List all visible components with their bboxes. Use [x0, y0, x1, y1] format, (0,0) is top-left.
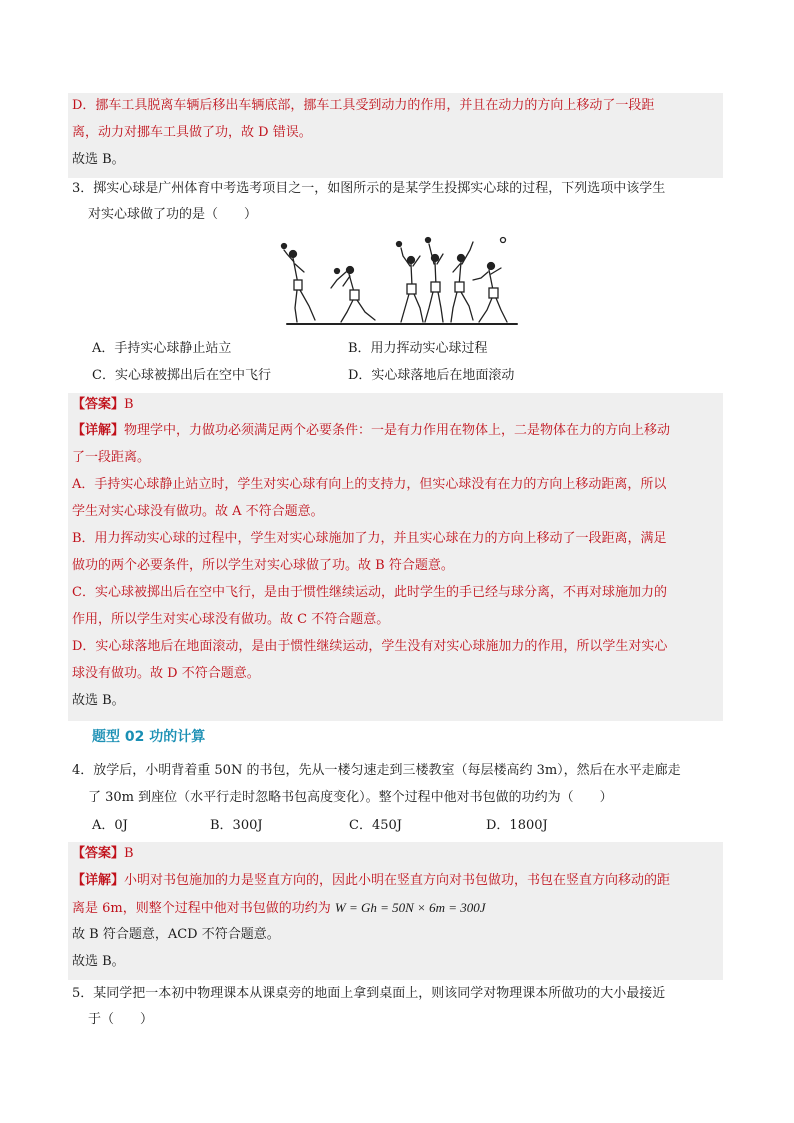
- q4-stem-line1: 4．放学后，小明背着重 50N 的书包，先从一楼匀速走到三楼教室（每层楼高约 3m），然后在水平走廊走: [72, 763, 681, 778]
- q4-option-d: D．1800J: [486, 818, 548, 833]
- detail-line2-text: 离是 6m，则整个过程中他对书包做的功约为: [72, 901, 335, 916]
- q3-answer: [72, 396, 134, 414]
- q3-explain-a-line2: 学生对实心球没有做功。故 A 不符合题意。: [72, 504, 324, 519]
- prev-option-d-line1: D．挪车工具脱离车辆后移出车辆底部，挪车工具受到动力的作用，并且在动力的方向上移动了一段距: [72, 98, 655, 113]
- q4-option-a: A．0J: [92, 818, 128, 833]
- q3-explain-d-line2: 球没有做功。故 D 不符合题意。: [72, 666, 260, 681]
- q4-stem-line2: 了 30m 到座位（水平行走时忽略书包高度变化）。整个过程中他对书包做的功约为（ ）: [88, 790, 613, 805]
- q3-explain-d-line1: D．实心球落地后在地面滚动，是由于惯性继续运动，学生没有对实心球施加力的作用，所以学生对实心: [72, 639, 668, 654]
- shot-put-throw-figure: [275, 232, 520, 330]
- prev-conclusion: 故选 B。: [72, 152, 125, 167]
- answer-tag: 【答案】: [72, 846, 125, 861]
- detail-text: 物理学中，力做功必须满足两个必要条件：一是有力作用在物体上，二是物体在力的方向上移动: [124, 423, 671, 438]
- q4-answer: [72, 845, 134, 863]
- q3-explain-b-line2: 做功的两个必要条件，所以学生对实心球做了功。故 B 符合题意。: [72, 558, 454, 573]
- q3-option-a: A．手持实心球静止站立: [92, 341, 232, 356]
- q4-detail-line2: [72, 899, 486, 918]
- q3-explain-c-line1: C．实心球被掷出后在空中飞行，是由于惯性继续运动，此时学生的手已经与球分离，不再对球施加力的: [72, 585, 667, 600]
- q3-option-b: B．用力挥动实心球过程: [348, 341, 488, 356]
- q3-detail-line2: 了一段距离。: [72, 450, 151, 465]
- q3-option-c: C．实心球被掷出后在空中飞行: [92, 368, 271, 383]
- detail-tag: 【详解】: [72, 423, 125, 438]
- q3-option-d: D．实心球落地后在地面滚动: [348, 368, 515, 383]
- q5-stem-line2: 于（ ）: [88, 1012, 154, 1027]
- q4-fit-line: 故 B 符合题意，ACD 不符合题意。: [72, 927, 280, 942]
- section-heading: 题型 02 功的计算: [92, 729, 206, 745]
- detail-tag: 【详解】: [72, 873, 125, 888]
- q3-detail-line1: [72, 422, 670, 440]
- q3-explain-a-line1: A．手持实心球静止站立时，学生对实心球有向上的支持力，但实心球没有在力的方向上移动距离，所以: [72, 477, 667, 492]
- q3-stem-line2: 对实心球做了功的是（ ）: [88, 207, 258, 222]
- work-formula: W = Gh = 50N × 6m = 300J: [334, 900, 486, 915]
- prev-option-d-line2: 离，动力对挪车工具做了功，故 D 错误。: [72, 125, 312, 140]
- answer-value: B: [124, 397, 134, 412]
- q3-explain-b-line1: B．用力挥动实心球的过程中，学生对实心球施加了力，并且实心球在力的方向上移动了一段距离，满足: [72, 531, 667, 546]
- answer-tag: 【答案】: [72, 397, 125, 412]
- q3-stem-line1: 3．掷实心球是广州体育中考选考项目之一，如图所示的是某学生投掷实心球的过程，下列选项中该学生: [72, 181, 666, 196]
- q4-option-c: C．450J: [349, 818, 402, 833]
- q5-stem-line1: 5．某同学把一本初中物理课本从课桌旁的地面上拿到桌面上，则该同学对物理课本所做功的大小最接近: [72, 986, 666, 1001]
- q3-explain-c-line2: 作用，所以学生对实心球没有做功。故 C 不符合题意。: [72, 612, 390, 627]
- q4-detail-line1: [72, 872, 670, 890]
- q4-conclusion: 故选 B。: [72, 954, 125, 969]
- detail-text: 小明对书包施加的力是竖直方向的，因此小明在竖直方向对书包做功，书包在竖直方向移动的距: [124, 873, 671, 888]
- answer-value: B: [124, 846, 134, 861]
- q3-conclusion: 故选 B。: [72, 693, 125, 708]
- q4-option-b: B．300J: [210, 818, 263, 833]
